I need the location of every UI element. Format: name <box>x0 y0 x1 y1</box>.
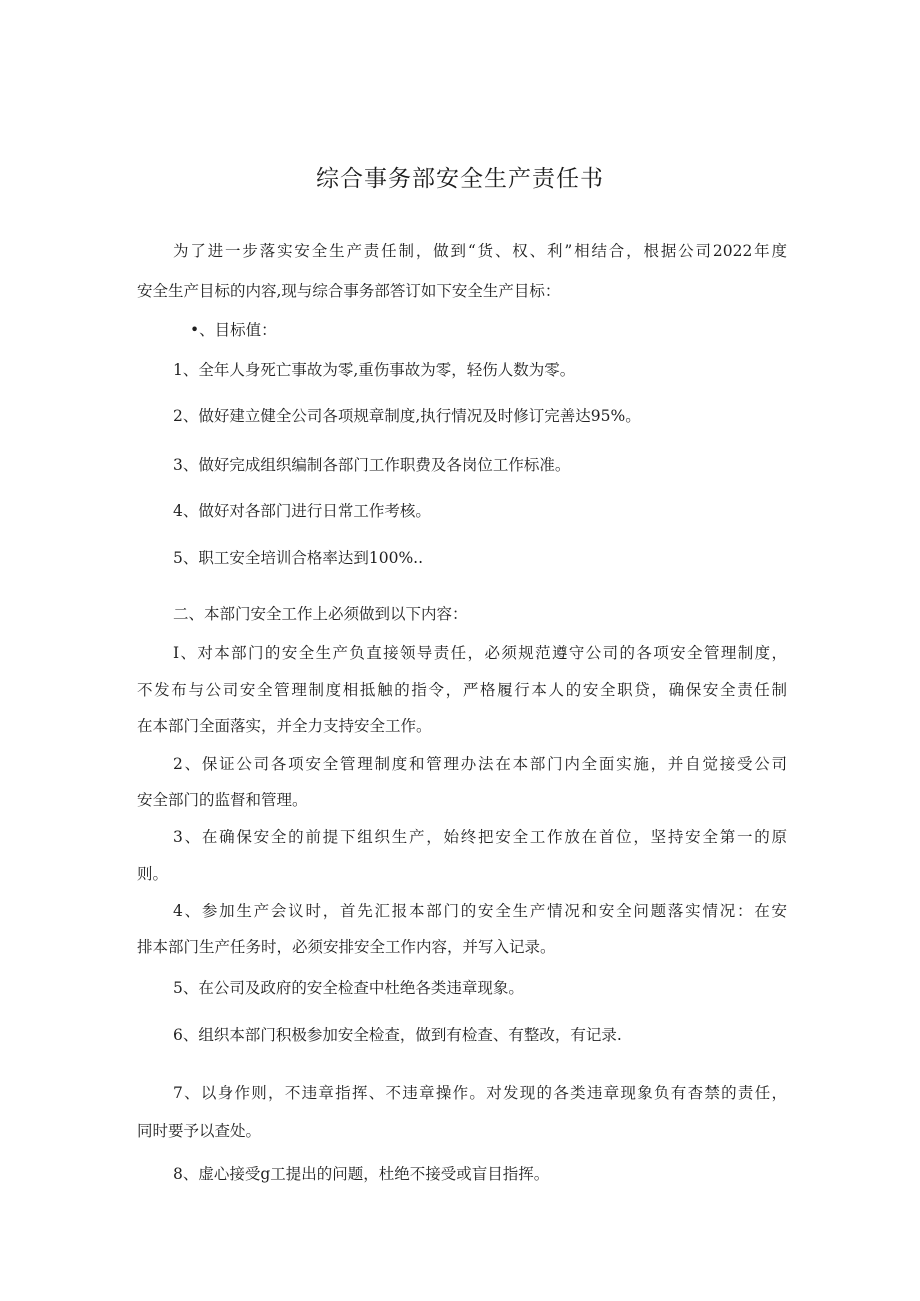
duty-1-line-1: I、对本部门的安全生产负直接领导责任，必须规范遵守公司的各项安全管理制度， <box>173 644 787 662</box>
target-item-4: 4、做好对各部门进行日常工作考核。 <box>173 502 431 520</box>
intro-line-1: 为了进一步落实安全生产责任制，做到“货、权、利”相结合，根据公司2022年度 <box>173 242 787 260</box>
target-item-3: 3、做好完成组织编制各部门工作职费及各岗位工作标准。 <box>173 456 571 474</box>
target-item-1: 1、全年人身死亡事故为零,重伤事故为零，轻伤人数为零。 <box>173 361 576 379</box>
section2-heading: 二、本部门安全工作上必须做到以下内容： <box>173 605 468 623</box>
intro-line-2: 安全生产目标的内容,现与综合事务部答订如下安全生产目标： <box>137 282 561 300</box>
duty-7-line-1: 7、以身作则，不违章指挥、不违章操作。对发现的各类违章现象负有杳禁的责任， <box>173 1084 787 1102</box>
document-title: 综合事务部安全生产责任书 <box>316 166 604 192</box>
duty-2-line-2: 安全部门的监督和管理。 <box>137 791 308 809</box>
target-item-5: 5、职工安全培训合格率达到100%.. <box>173 549 424 567</box>
section1-heading: •、目标值： <box>190 321 277 339</box>
duty-2-line-1: 2、保证公司各项安全管理制度和管理办法在本部门内全面实施，并自觉接受公司 <box>173 755 787 773</box>
duty-4-line-2: 排本部门生产任务时，必须安排安全工作内容，并写入记录。 <box>137 938 556 956</box>
duty-5: 5、在公司及政府的安全检查中杜绝各类违章现象。 <box>173 979 524 997</box>
duty-8: 8、虚心接受g工提出的问题，杜绝不接受或盲目指挥。 <box>173 1165 550 1183</box>
target-item-2: 2、做好建立健全公司各项规章制度,执行情况及时修订完善达95%。 <box>173 407 641 425</box>
duty-6: 6、组织本部门积极参加安全检查，做到有检查、有整改，有记录. <box>173 1026 622 1044</box>
duty-1-line-2: 不发布与公司安全管理制度相抵触的指令，严格履行本人的安全职贷，确保安全责任制 <box>137 681 787 699</box>
duty-1-line-3: 在本部门全面落实，并全力支持安全工作。 <box>137 717 432 735</box>
duty-7-line-2: 同时要予以查处。 <box>137 1122 262 1140</box>
duty-4-line-1: 4、参加生产会议时，首先汇报本部门的安全生产情况和安全问题落实情况：在安 <box>173 902 787 920</box>
duty-3-line-1: 3、在确保安全的前提下组织生产，始终把安全工作放在首位，坚持安全第一的原 <box>173 828 787 846</box>
duty-3-line-2: 则。 <box>137 865 169 883</box>
